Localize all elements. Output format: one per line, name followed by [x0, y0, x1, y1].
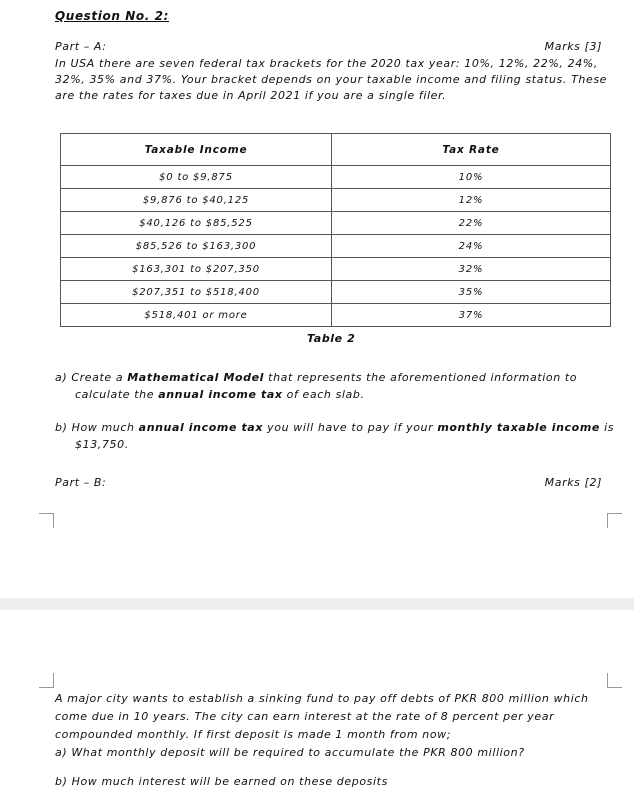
table-row — [61, 212, 611, 235]
question-b-suffix: is $13,750. — [75, 421, 615, 451]
part-b-question-a: a) What monthly deposit will be required to accumulate the PKR 800 million? — [55, 746, 525, 759]
part-b-line: come due in 10 years. The city can earn interest at the rate of 8 percent per year — [55, 710, 555, 723]
part-a-label: Part – A: — [55, 40, 107, 53]
part-b-line: A major city wants to establish a sinking fund to pay off debts of PKR 800 million which — [55, 692, 589, 705]
table-row — [61, 166, 611, 189]
part-a-marks: Marks [3] — [544, 40, 602, 53]
rate-cell: 24% — [332, 235, 611, 258]
rate-cell: 35% — [332, 281, 611, 304]
income-cell: $0 to $9,875 — [61, 166, 332, 189]
income-cell: $163,301 to $207,350 — [61, 258, 332, 281]
table-row — [61, 258, 611, 281]
crop-mark-top-left — [39, 513, 54, 528]
crop-mark-top-right — [607, 513, 622, 528]
question-b — [55, 419, 630, 453]
part-b-problem — [55, 690, 610, 762]
tax-brackets-table — [60, 133, 611, 327]
part-b-label: Part – B: — [55, 476, 107, 489]
table-row — [61, 304, 611, 327]
table-row — [61, 281, 611, 304]
question-b-middle: you will have to pay if your — [263, 421, 438, 434]
rate-cell: 12% — [332, 189, 611, 212]
part-b-question-b: b) How much interest will be earned on these deposits — [55, 775, 388, 788]
table-row — [61, 235, 611, 258]
question-b-bold-annual: annual income tax — [138, 421, 264, 434]
question-b-bold-monthly: monthly taxable income — [437, 421, 600, 434]
page-break — [0, 598, 634, 610]
part-a-intro: In USA there are seven federal tax brackets for the 2020 tax year: 10%, 12%, 22%, 24%, 32%, 35% and 37%. Your bracket depends on your taxable income and filing status. These are the rates for taxes due in April 2021 if you are a single filer. — [55, 57, 608, 102]
question-heading: Question No. 2: — [55, 9, 170, 23]
table-caption: Table 2 — [307, 332, 356, 345]
question-a-bold-model: Mathematical Model — [127, 371, 265, 384]
question-a-prefix: a) Create a — [55, 371, 128, 384]
rate-cell: 37% — [332, 304, 611, 327]
header-taxable-income: Taxable Income — [61, 134, 332, 166]
table-row — [61, 189, 611, 212]
rate-cell: 32% — [332, 258, 611, 281]
income-cell: $85,526 to $163,300 — [61, 235, 332, 258]
part-b-line: compounded monthly. If first deposit is made 1 month from now; — [55, 728, 452, 741]
income-cell: $207,351 to $518,400 — [61, 281, 332, 304]
header-tax-rate: Tax Rate — [332, 134, 611, 166]
crop-mark-bottom-right — [607, 673, 622, 688]
table-header-row — [61, 134, 611, 166]
income-cell: $40,126 to $85,525 — [61, 212, 332, 235]
question-a-bold-tax: annual income tax — [158, 388, 283, 401]
question-a-suffix: of each slab. — [282, 388, 365, 401]
income-cell: $9,876 to $40,125 — [61, 189, 332, 212]
rate-cell: 10% — [332, 166, 611, 189]
question-b-prefix: b) How much — [55, 421, 139, 434]
question-a-middle: that represents the aforementioned information to calculate the — [75, 371, 578, 401]
question-a — [55, 369, 630, 403]
rate-cell: 22% — [332, 212, 611, 235]
part-b-marks: Marks [2] — [544, 476, 602, 489]
income-cell: $518,401 or more — [61, 304, 332, 327]
crop-mark-bottom-left — [39, 673, 54, 688]
